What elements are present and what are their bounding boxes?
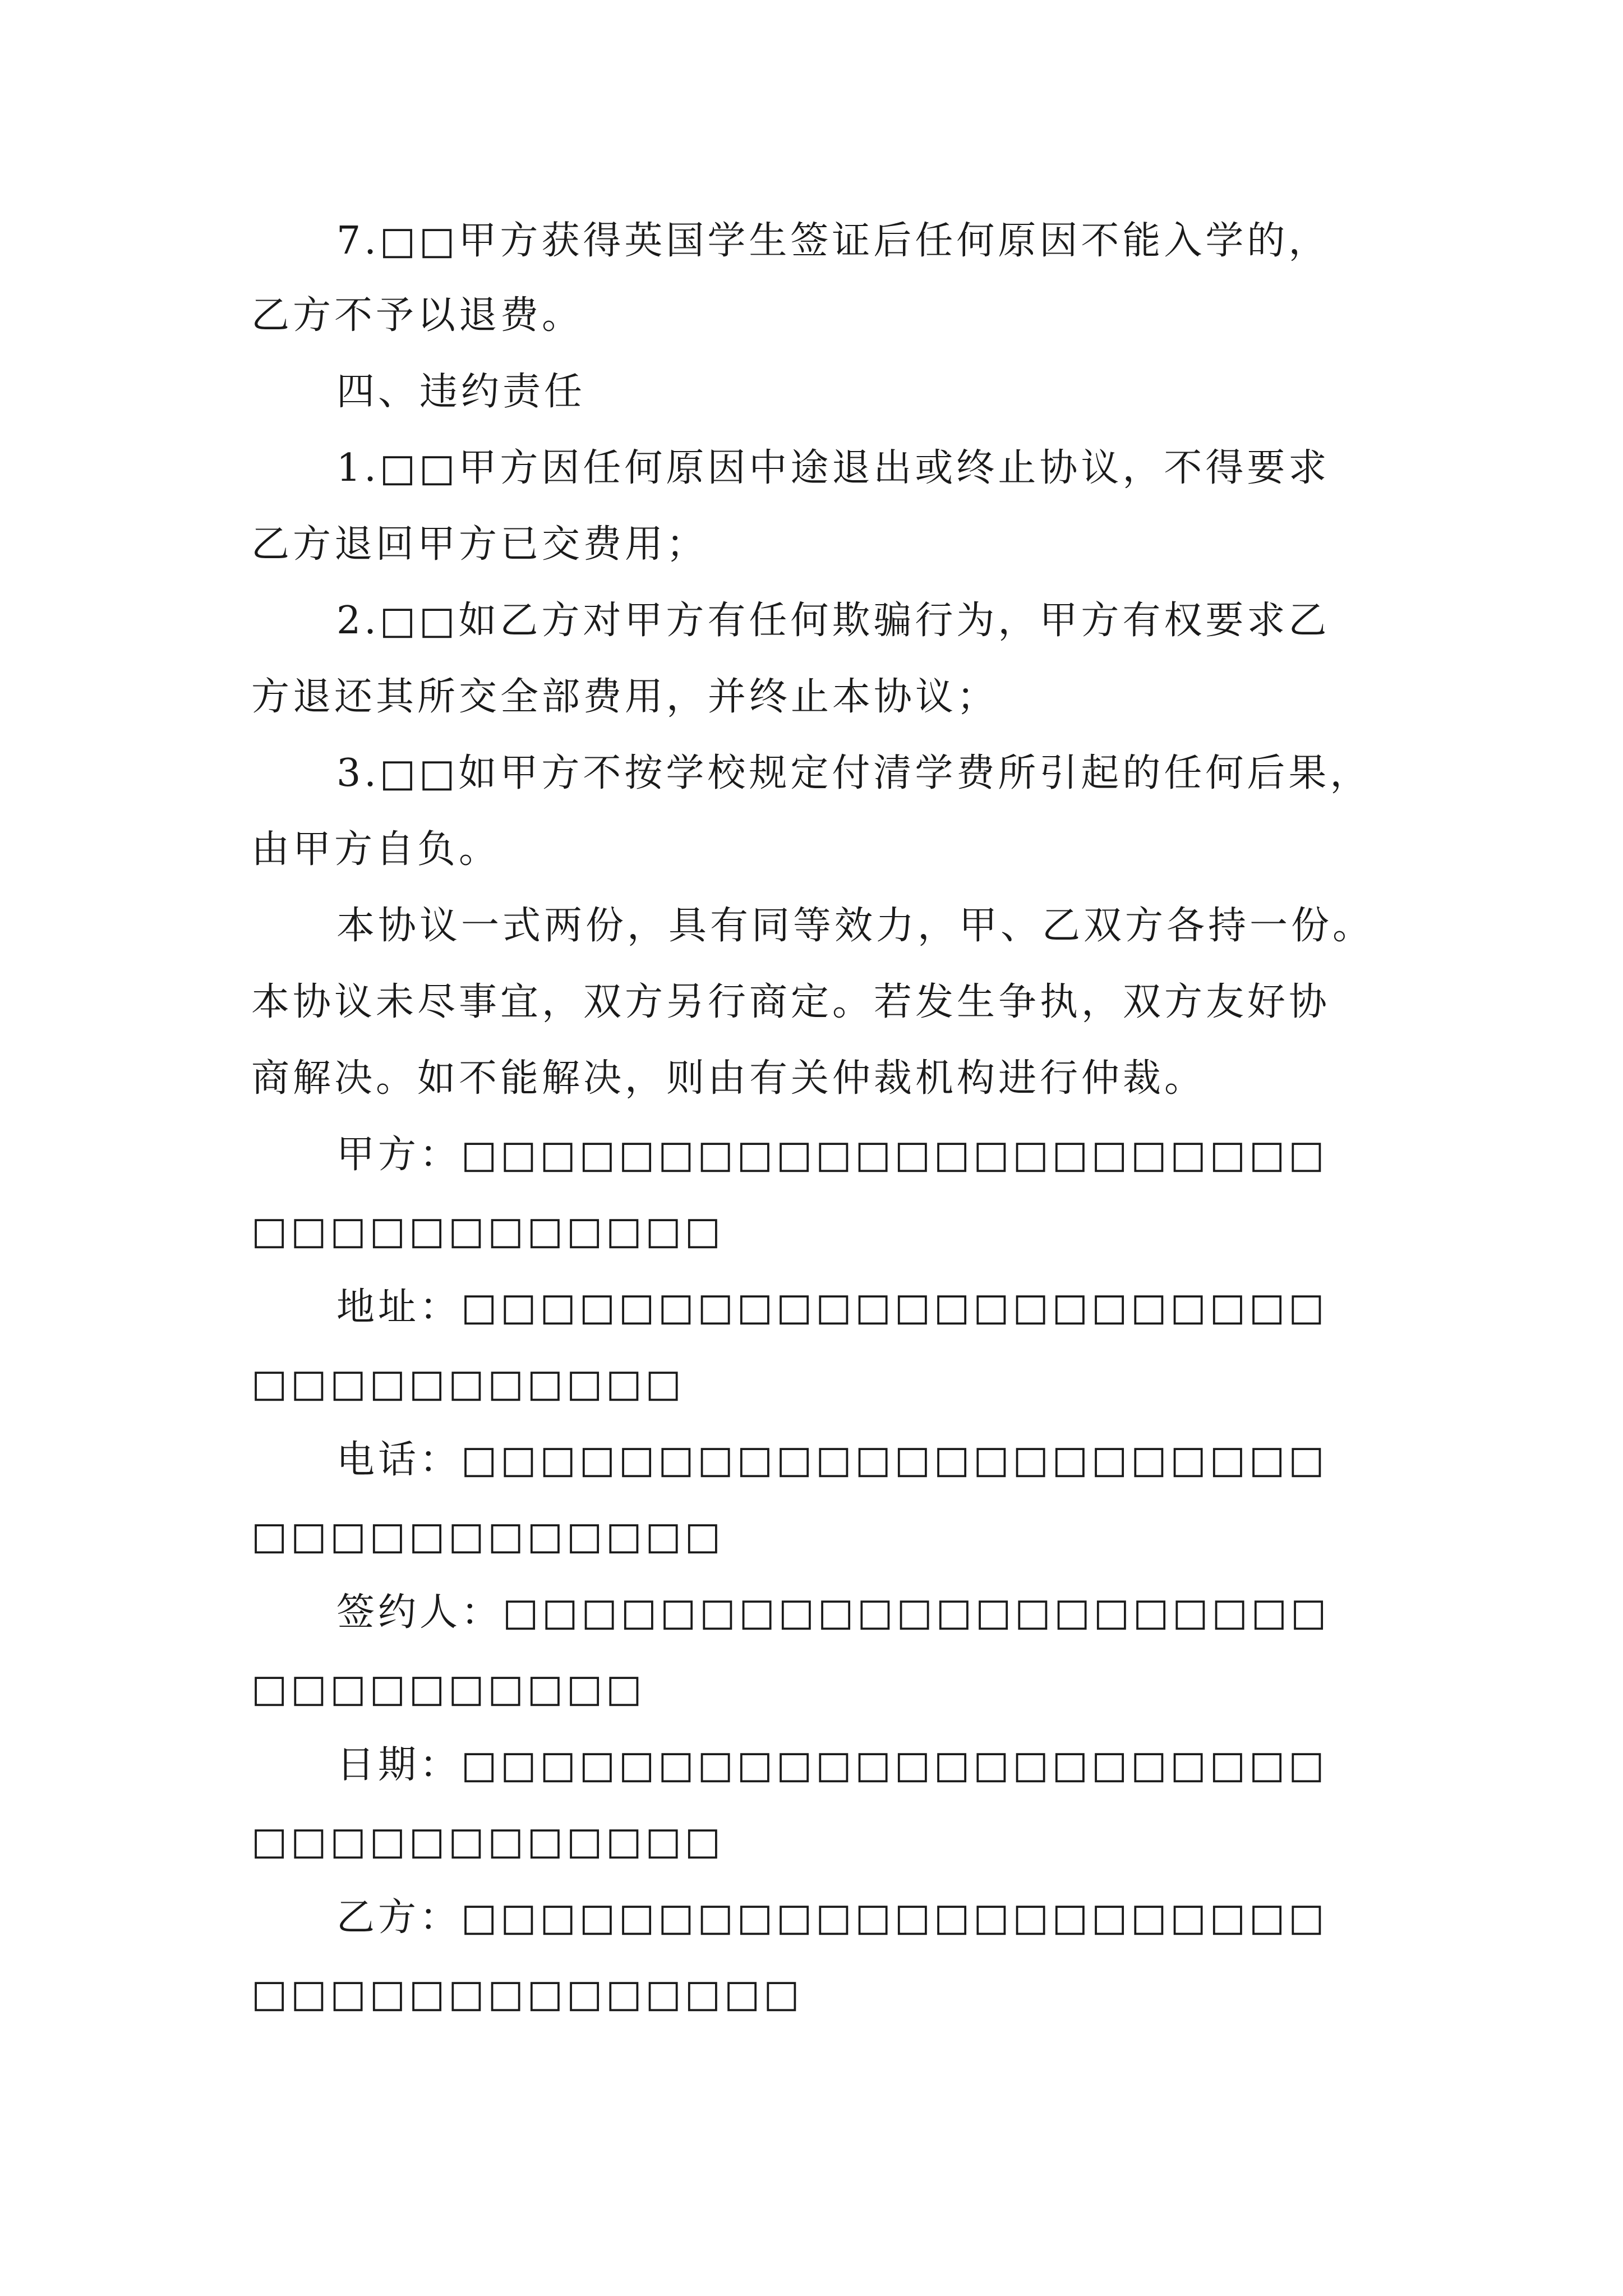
clause-4-1-line-1: 1.□□甲方因任何原因中途退出或终止协议，不得要求: [336, 446, 1330, 490]
address-field: 地址：□□□□□□□□□□□□□□□□□□□□□□: [336, 1285, 1328, 1329]
signatory-field: 签约人：□□□□□□□□□□□□□□□□□□□□□: [336, 1590, 1330, 1635]
date-field: 日期：□□□□□□□□□□□□□□□□□□□□□□: [336, 1743, 1328, 1787]
section-heading-breach: 四、违约责任: [336, 370, 586, 414]
clause-3-7-line-1: 7.□□甲方获得英国学生签证后任何原因不能入学的，: [336, 219, 1330, 263]
clause-4-3-line-1: 3.□□如甲方不按学校规定付清学费所引起的任何后果，: [336, 751, 1372, 795]
address-field-continued: □□□□□□□□□□□: [251, 1361, 685, 1406]
party-b-field: 乙方：□□□□□□□□□□□□□□□□□□□□□□: [336, 1895, 1328, 1940]
phone-field: 电话：□□□□□□□□□□□□□□□□□□□□□□: [336, 1438, 1328, 1482]
clause-4-3-line-2: 由甲方自负。: [251, 827, 501, 872]
party-a-field: 甲方：□□□□□□□□□□□□□□□□□□□□□□: [336, 1133, 1328, 1177]
party-a-field-continued: □□□□□□□□□□□□: [251, 1209, 724, 1253]
signatory-field-continued: □□□□□□□□□□: [251, 1667, 645, 1711]
phone-field-continued: □□□□□□□□□□□□: [251, 1514, 724, 1558]
clause-4-2-line-2: 方退还其所交全部费用，并终止本协议；: [251, 675, 999, 719]
closing-paragraph-line-2: 本协议未尽事宜，双方另行商定。若发生争执，双方友好协: [251, 980, 1331, 1024]
clause-4-2-line-1: 2.□□如乙方对甲方有任何欺骗行为，甲方有权要求乙: [336, 599, 1330, 643]
party-b-field-continued: □□□□□□□□□□□□□□: [251, 1972, 803, 2016]
closing-paragraph-line-3: 商解决。如不能解决，则由有关仲裁机构进行仲裁。: [251, 1056, 1206, 1101]
closing-paragraph-line-1: 本协议一式两份，具有同等效力，甲、乙双方各持一份。: [336, 904, 1375, 948]
clause-3-7-line-2: 乙方不予以退费。: [251, 293, 584, 338]
date-field-continued: □□□□□□□□□□□□: [251, 1819, 724, 1864]
clause-4-1-line-2: 乙方退回甲方已交费用；: [251, 522, 708, 567]
